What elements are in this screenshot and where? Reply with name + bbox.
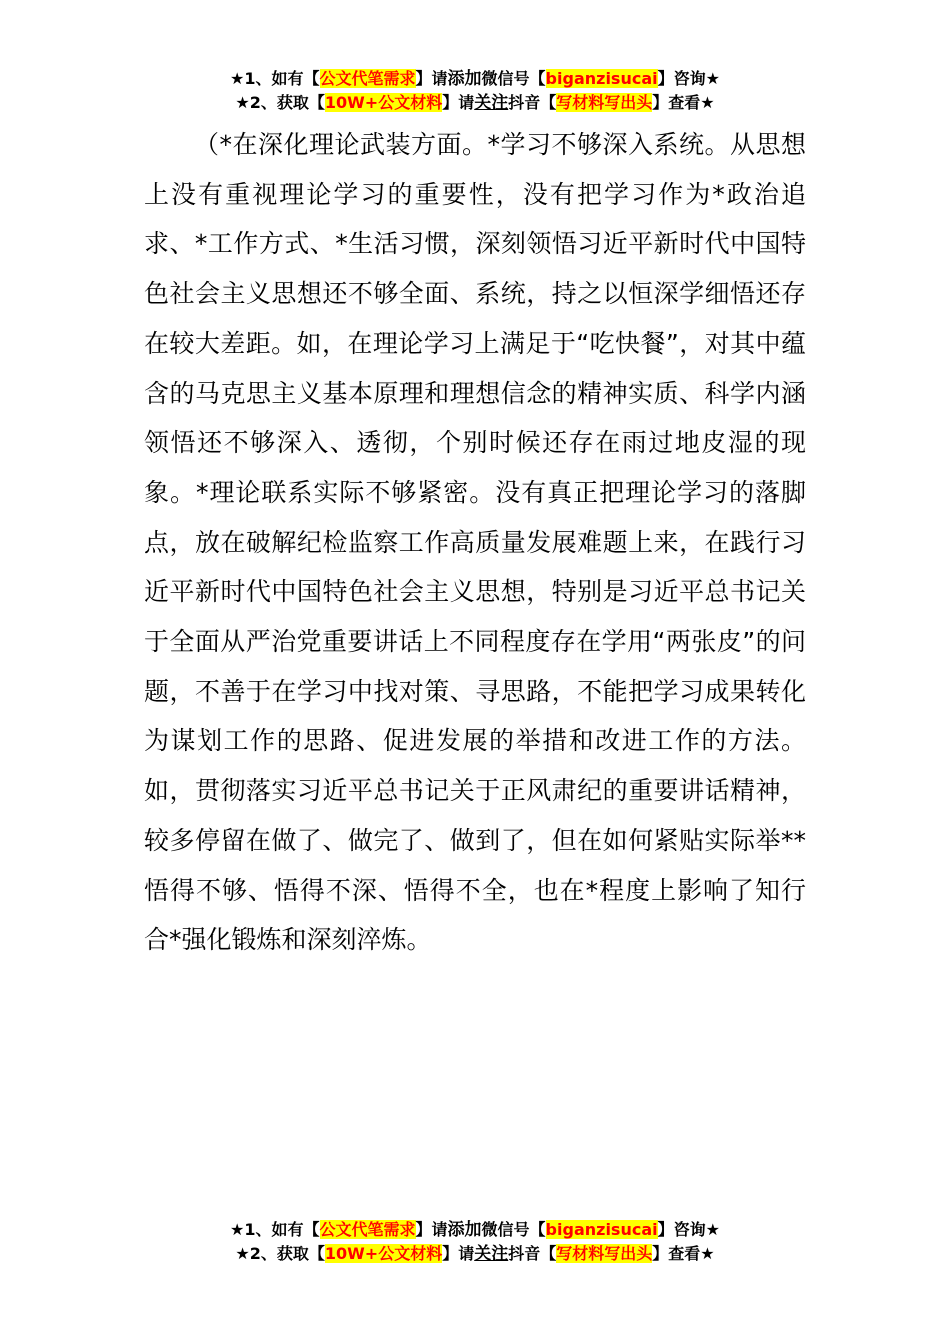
banner-line-2 [0,1242,950,1266]
banner-text: 抖音【 [508,93,557,112]
banner-text: 】请 [415,1220,448,1239]
document-paragraph: （*在深化理论武装方面。*学习不够深入系统。从思想上没有重视理论学习的重要性，没有把学习作为*政治追求、*工作方式、*生活习惯，深刻领悟习近平新时代中国特色社会主义思想还不够全面、系统，持之以恒深学细悟还存在较大差距。如，在理论学习上满足于“吃快餐”，对其中蕴含的马克思主义基本原理和理想信念的精神实质、科学内涵领悟还不够深入、透彻，个别时候还存在雨过地皮湿的现象。*理论联系实际不够紧密。没有真正把理论学习的落脚点，放在破解纪检监察工作高质量发展难题上来，在践行习近平新时代中国特色社会主义思想，特别是习近平总书记关于全面从严治党重要讲话上不同程度存在学用“两张皮”的问题，不善于在学习中找对策、寻思路，不能把学习成果转化为谋划工作的思路、促进发展的举措和改进工作的方法。如，贯彻落实习近平总书记关于正风肃纪的重要讲话精神，较多停留在做了、做完了、做到了，但在如何紧贴实际举**悟得不够、悟得不深、悟得不全，也在*程度上影响了知行合*强化锻炼和深刻淬炼。 [144,130,806,955]
banner-line-1 [0,67,950,91]
banner-text: 】查看★ [652,93,715,112]
banner-line-2 [0,91,950,115]
banner-text: 】查看★ [652,1244,715,1263]
banner-text: ★1、如有【 [230,69,320,88]
banner-text: 】请 [415,69,448,88]
highlight-douyin: 写材料写出头 [556,93,653,112]
banner-text: ★2、获取【 [235,1244,325,1263]
banner-emphasis: 添加 [447,1220,482,1240]
banner-text: 】咨询★ [657,1220,720,1239]
footer-banner [0,1218,950,1266]
banner-text: 抖音【 [508,1244,557,1263]
banner-text: 微信号【 [481,69,546,88]
banner-emphasis: 关注 [474,93,509,113]
banner-text: ★1、如有【 [230,1220,320,1239]
banner-emphasis: 关注 [474,1244,509,1264]
highlight-wechat-id: biganzisucai [545,1220,658,1239]
highlight-service: 公文代笔需求 [319,69,416,88]
banner-text: 微信号【 [481,1220,546,1239]
banner-line-1 [0,1218,950,1242]
highlight-wechat-id: biganzisucai [545,69,658,88]
banner-emphasis: 添加 [447,69,482,89]
banner-text: 】请 [442,1244,475,1263]
banner-text: 】请 [442,93,475,112]
banner-text: ★2、获取【 [235,93,325,112]
banner-text: 】咨询★ [657,69,720,88]
highlight-service: 公文代笔需求 [319,1220,416,1239]
highlight-douyin: 写材料写出头 [556,1244,653,1263]
highlight-materials: 10W+公文材料 [324,93,443,112]
header-banner [0,67,950,115]
highlight-materials: 10W+公文材料 [324,1244,443,1263]
